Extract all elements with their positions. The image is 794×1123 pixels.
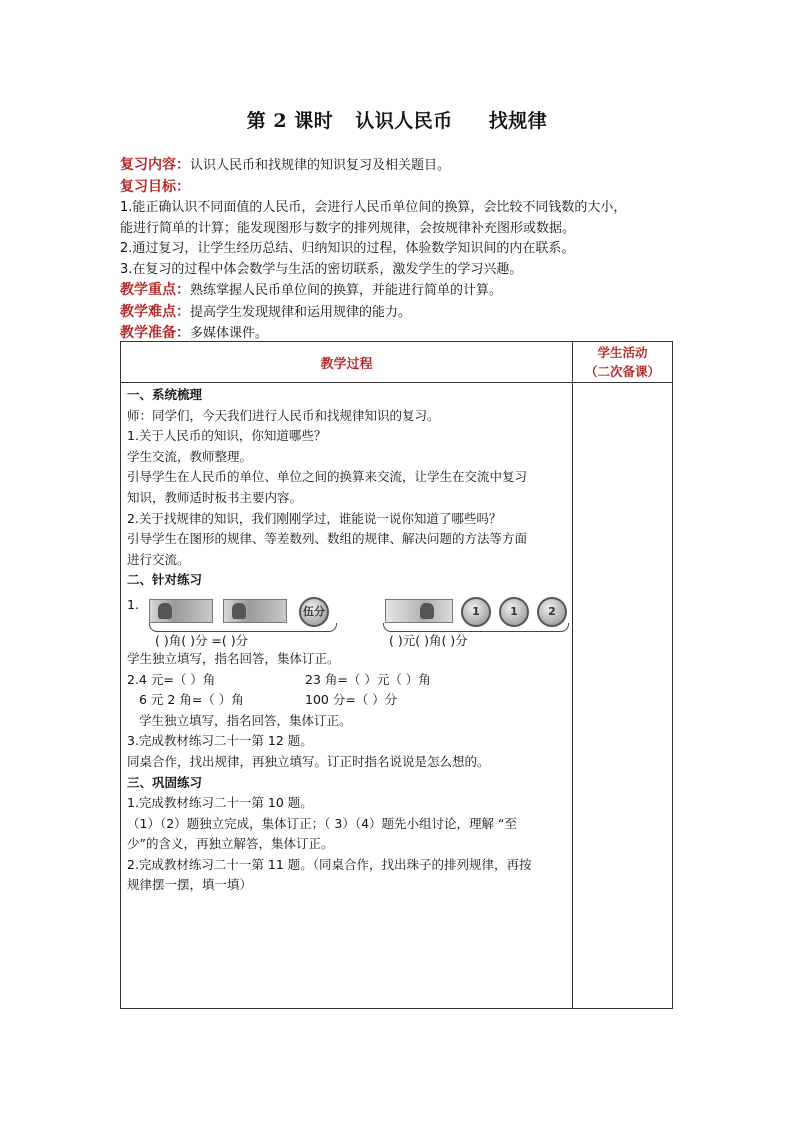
lesson-meta [120, 155, 680, 345]
blank-left: ( )角( )分 =( )分 [155, 632, 249, 648]
key-points: 教学重点：熟练掌握人民币单位间的换算，并能进行简单的计算。 [120, 282, 503, 298]
goal-3: 3.在复习的过程中体会数学与生活的密切联系，激发学生的学习兴趣。 [120, 261, 523, 277]
header-student-activity: 学生活动 （二次备课） [573, 342, 673, 383]
banknote-image [385, 599, 453, 623]
title-topic-2: 找规律 [488, 110, 548, 132]
goal-1a: 1.能正确认识不同面值的人民币，会进行人民币单位间的换算，会比较不同钱数的大小， [120, 200, 627, 215]
difficulties: 教学难点：提高学生发现规律和运用规律的能力。 [120, 303, 412, 320]
student-activity-cell [573, 383, 673, 1009]
teaching-process-body: 一、系统梳理 师：同学们，今天我们进行人民币和找规律知识的复习。 1.关于人民币的知识，你知道哪些？ 学生交流，教师整理。 引导学生在人民币的单位、单位之间的换算来交流，让学生在交流中复习 知识，教师适时板书主要内容。 2.关于找规律的知识，我们刚刚学过，谁能说一说你知道了哪些吗？ 引导学生在图形的规律、等差数列、数组的规律、解决问题的方法等方面 进行交流。 二、针对练习 1. 伍分 ( )角( )分 =( )分 1 1 2 ( )元( )角( )分 学生独立填写，指名回答，集体订正。 2.4 元=（ ）角 23 角=（ ）元（ ）角 6 元 2 角=（ ）角 100 分=（ ）分 学生独立填写，指名回答，集体订正。 3.完成教材练习二十一第 12 题。 同桌合作，找出规律，再独立填写。订正时指名说说是怎么想的。 三、巩固练习 1.完成教材练习二十一第 10 题。 （1）（2）题独立完成，集体订正；（ 3）（4）题先小组讨论，理解 “至 少”的含义，再独立解答，集体订正。 2.完成教材练习二十一第 11 题。（同桌合作，找出珠子的排列规律，再按 规律摆一摆，填一填） [121, 383, 573, 1009]
title-topic-1: 认识人民币 [355, 110, 453, 132]
lesson-table [120, 341, 673, 1009]
review-content: 复习内容：认识人民币和找规律的知识复习及相关题目。 [120, 157, 451, 173]
title-lesson: 第 2 课时 [246, 110, 334, 132]
goal-1b: 能进行简单的计算；能发现图形与数字的排列规律，会按规律补充图形或数据。 [120, 220, 576, 236]
header-teaching-process: 教学过程 [121, 342, 573, 383]
banknote-image [149, 599, 213, 623]
section-2-title: 二、针对练习 [127, 572, 203, 588]
coin-image: 1 [461, 597, 491, 627]
review-goals-label: 复习目标： [120, 178, 190, 195]
banknote-image [223, 599, 287, 623]
goal-2: 2.通过复习，让学生经历总结、归纳知识的过程，体验数学知识间的内在联系。 [120, 241, 575, 256]
section-1-title: 一、系统梳理 [127, 387, 203, 402]
question-2-row-1: 2.4 元=（ ）角 23 角=（ ）元（ ）角 [127, 671, 431, 687]
section-3-title: 三、巩固练习 [127, 774, 203, 790]
coin-image: 1 [499, 597, 529, 627]
page-title [0, 106, 794, 133]
question-2-row-2: 6 元 2 角=（ ）角 100 分=（ ）分 [139, 692, 398, 708]
coin-image: 2 [537, 597, 567, 627]
blank-right: ( )元( )角( )分 [389, 632, 468, 648]
coin-image: 伍分 [299, 597, 329, 627]
money-question-1: 1. 伍分 ( )角( )分 =( )分 1 1 2 ( )元( )角( )分 [127, 591, 566, 649]
preparation: 教学准备：多媒体课件。 [120, 325, 269, 341]
